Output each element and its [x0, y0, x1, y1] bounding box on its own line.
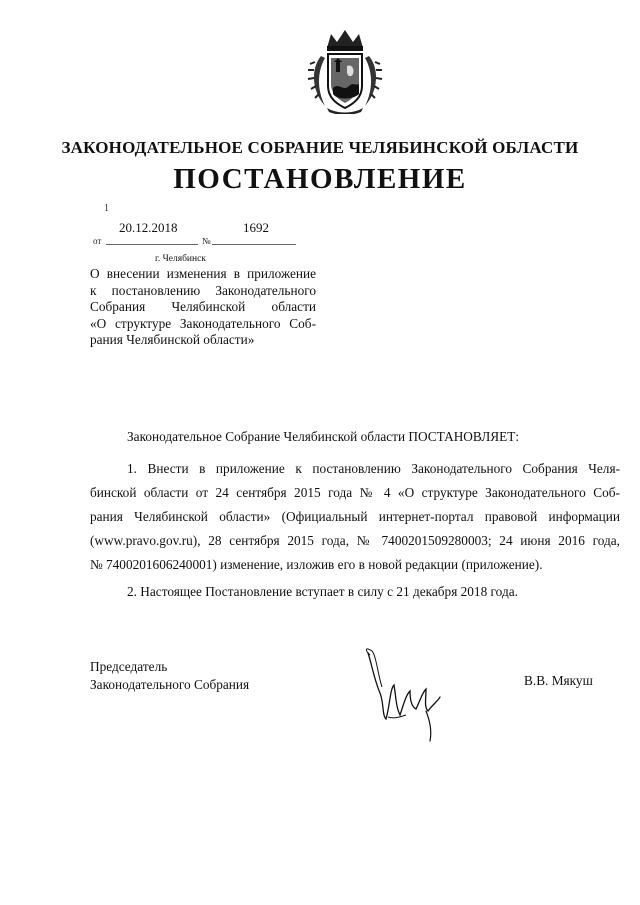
signatory-title [90, 658, 249, 694]
subject-line: О внесении изменения в приложение [90, 266, 316, 281]
paragraph-line: бинской области от 24 сентября 2015 года № 4 «О структуре Законодательного Соб- [90, 485, 620, 500]
paragraph-1 [90, 457, 620, 577]
subject-line: «О структуре Законодательного Соб- [90, 315, 316, 331]
number-underline [212, 244, 296, 245]
document-date: 20.12.2018 [119, 220, 178, 235]
subject-line: к постановлению Законодательного [90, 282, 316, 298]
signatory-name: В.В. Мякуш [524, 673, 593, 688]
document-number: 1692 [243, 220, 269, 235]
document-type-title: ПОСТАНОВЛЕНИЕ [173, 163, 467, 195]
paragraph-line: № 7400201606240001) изменение, изложив его в новой редакции (приложение). [90, 557, 543, 572]
handwritten-signature-icon [360, 645, 450, 745]
subject-line: рания Челябинской области» [90, 332, 255, 348]
stamp-mark: 1 [104, 203, 109, 214]
paragraph-line: рания Челябинской области» (Официальный интернет-портал правовой информации [90, 509, 620, 524]
paragraph-line: (www.pravo.gov.ru), 28 сентября 2015 года, № 7400201509280003; 24 июня 2016 года, [90, 533, 620, 548]
paragraph-line: 1. Внести в приложение к постановлению Законодательного Собрания Челя- [127, 461, 620, 476]
subject-line: Собрания Челябинской области [90, 299, 316, 315]
signatory-title-line: Председатель [90, 659, 168, 674]
city-name: г. Челябинск [155, 254, 206, 264]
organization-title: ЗАКОНОДАТЕЛЬНОЕ СОБРАНИЕ ЧЕЛЯБИНСКОЙ ОБЛАСТИ [61, 138, 579, 157]
coat-of-arms-icon [307, 28, 383, 114]
signatory-title-line: Законодательного Собрания [90, 677, 250, 692]
preamble-text: Законодательное Собрание Челябинской области ПОСТАНОВЛЯЕТ: [127, 429, 520, 444]
paragraph-2: 2. Настоящее Постановление вступает в силу с 21 декабря 2018 года. [127, 584, 518, 599]
number-label: № [202, 236, 211, 246]
subject-block [90, 266, 316, 349]
date-underline [106, 244, 198, 245]
date-label: от [93, 236, 102, 246]
